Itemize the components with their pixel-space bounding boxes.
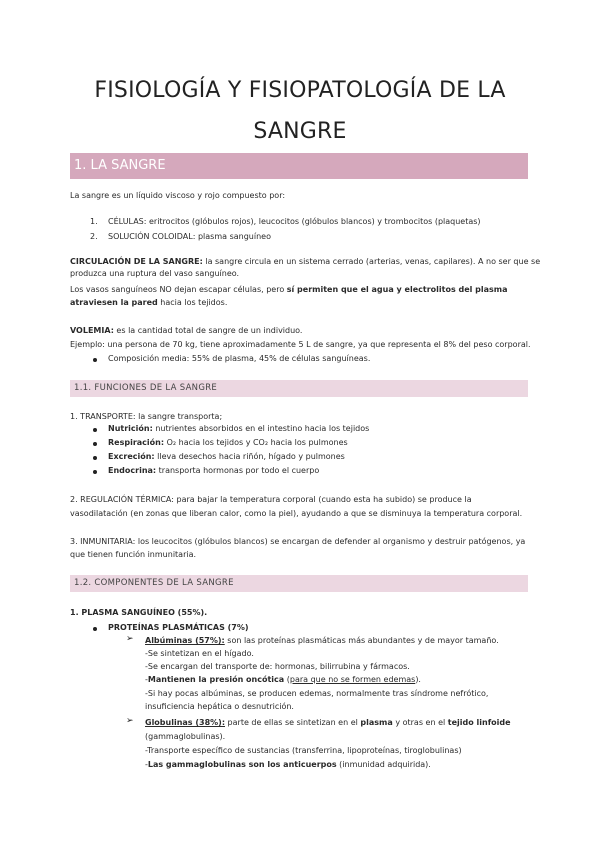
section-heading-componentes	[70, 575, 528, 592]
item-text: O₂ hacia los tejidos y CO₂ hacia los pulmones	[164, 438, 348, 447]
volemia-line-2: Ejemplo: una persona de 70 kg, tiene aproximadamente 5 L de sangre, ya que representa el 8% del peso corporal.	[70, 340, 531, 349]
circulacion-text: hacia los tejidos.	[157, 298, 228, 307]
transporte-item	[108, 465, 319, 476]
albuminas-emphasis: Mantienen la presión oncótica	[147, 675, 285, 684]
plasma-heading: 1. PLASMA SANGUÍNEO (55%).	[70, 608, 208, 617]
arrow-bullet-icon: ➢	[126, 716, 134, 726]
regulacion-line-1: 2. REGULACIÓN TÉRMICA: para bajar la temperatura corporal (cuando esta ha subido) se produce la	[70, 495, 472, 504]
transporte-item	[108, 423, 369, 434]
item-text: nutrientes absorbidos en el intestino hacia los tejidos	[152, 424, 370, 433]
globulinas-emphasis: tejido linfoide	[447, 718, 511, 727]
paren: (	[284, 675, 290, 684]
globulinas-line-3: -Transporte específico de sustancias (transferrina, lipoproteínas, tiroglobulinas)	[145, 746, 462, 755]
globulinas-text: y otras en el	[392, 718, 448, 727]
albuminas-label: Albúminas (57%):	[145, 636, 225, 645]
globulinas-label: Globulinas (38%):	[145, 718, 226, 727]
circulacion-line-2: produzca una ruptura del vaso sanguíneo.	[70, 269, 240, 278]
globulinas-text: parte de ellas se sintetizan en el	[225, 718, 361, 727]
transporte-item	[108, 451, 345, 462]
globulinas-emphasis: plasma	[360, 718, 393, 727]
item-text: lleva desechos hacia riñón, hígado y pulmones	[154, 452, 345, 461]
bullet-icon	[93, 442, 97, 446]
arrow-bullet-icon: ➢	[126, 634, 134, 644]
transporte-item	[108, 437, 348, 448]
document-title-line-1: FISIOLOGÍA Y FISIOPATOLOGÍA DE LA	[94, 78, 506, 103]
albuminas-text: son las proteínas plasmáticas más abundantes y de mayor tamaño.	[224, 636, 499, 645]
circulacion-emphasis: sí permiten que el agua y electrolitos del plasma	[286, 285, 508, 294]
list-item: CÉLULAS: eritrocitos (glóbulos rojos), leucocitos (glóbulos blancos) y trombocitos (plaquetas)	[108, 217, 481, 226]
item-text: transporta hormonas por todo el cuerpo	[156, 466, 320, 475]
list-item: SOLUCIÓN COLOIDAL: plasma sanguíneo	[108, 232, 271, 241]
circulacion-label: CIRCULACIÓN DE LA SANGRE:	[70, 257, 203, 266]
list-number: 1.	[90, 217, 98, 226]
section-heading-funciones	[70, 380, 528, 397]
item-label: Nutrición:	[108, 424, 153, 433]
circulacion-emphasis: atraviesen la pared	[70, 298, 158, 307]
circulacion-text: Los vasos sanguíneos NO dejan escapar células, pero	[70, 285, 287, 294]
section-heading-text: 1.2. COMPONENTES DE LA SANGRE	[74, 578, 234, 588]
albuminas-line-5: -Si hay pocas albúminas, se producen edemas, normalmente tras síndrome nefrótico,	[145, 689, 489, 698]
intro-text: La sangre es un líquido viscoso y rojo compuesto por:	[70, 191, 286, 200]
proteinas-heading: PROTEÍNAS PLASMÁTICAS (7%)	[108, 623, 249, 632]
dash: -	[145, 675, 148, 684]
globulinas-line-1	[145, 717, 511, 728]
bullet-icon	[93, 627, 97, 631]
globulinas-text: (inmunidad adquirida).	[336, 760, 431, 769]
circulacion-line-1	[70, 256, 540, 267]
section-heading-text: 1.1. FUNCIONES DE LA SANGRE	[74, 383, 218, 393]
item-label: Endocrina:	[108, 466, 157, 475]
item-label: Excreción:	[108, 452, 155, 461]
inmunitaria-line-1: 3. INMUNITARIA: los leucocitos (glóbulos blancos) se encargan de defender al organismo y destruir patógenos, ya	[70, 537, 526, 546]
albuminas-line-1	[145, 635, 499, 646]
regulacion-line-2: vasodilatación (en zonas que liberan calor, como la piel), ayudando a que se disminuya la temperatura corporal.	[70, 509, 523, 518]
globulinas-emphasis: Las gammaglobulinas son los anticuerpos	[147, 760, 337, 769]
section-heading-la-sangre	[70, 153, 528, 179]
paren: ).	[415, 675, 421, 684]
volemia-label: VOLEMIA:	[70, 326, 114, 335]
item-label: Respiración:	[108, 438, 165, 447]
albuminas-line-6: insuficiencia hepática o desnutrición.	[145, 702, 294, 711]
transporte-intro: 1. TRANSPORTE: la sangre transporta;	[70, 412, 223, 421]
bullet-icon	[93, 428, 97, 432]
volemia-bullet: Composición media: 55% de plasma, 45% de células sanguíneas.	[108, 354, 371, 363]
bullet-icon	[93, 456, 97, 460]
volemia-text: es la cantidad total de sangre de un individuo.	[113, 326, 303, 335]
section-heading-text: 1. LA SANGRE	[74, 158, 166, 173]
albuminas-underlined: para que no se formen edemas	[289, 675, 416, 684]
globulinas-line-2: (gammaglobulinas).	[145, 732, 226, 741]
circulacion-line-3	[70, 284, 508, 295]
list-number: 2.	[90, 232, 98, 241]
bullet-icon	[93, 358, 97, 362]
globulinas-line-4	[145, 759, 431, 770]
albuminas-line-2: -Se sintetizan en el hígado.	[145, 649, 254, 658]
dash: -	[145, 760, 148, 769]
albuminas-line-3: -Se encargan del transporte de: hormonas, bilirrubina y fármacos.	[145, 662, 410, 671]
document-title-line-2: SANGRE	[253, 119, 347, 144]
circulacion-line-4	[70, 297, 227, 308]
circulacion-text: la sangre circula en un sistema cerrado (arterias, venas, capilares). A no ser que se	[202, 257, 541, 266]
volemia-line-1	[70, 325, 302, 336]
inmunitaria-line-2: que tienen función inmunitaria.	[70, 550, 197, 559]
bullet-icon	[93, 470, 97, 474]
albuminas-line-4	[145, 674, 421, 685]
